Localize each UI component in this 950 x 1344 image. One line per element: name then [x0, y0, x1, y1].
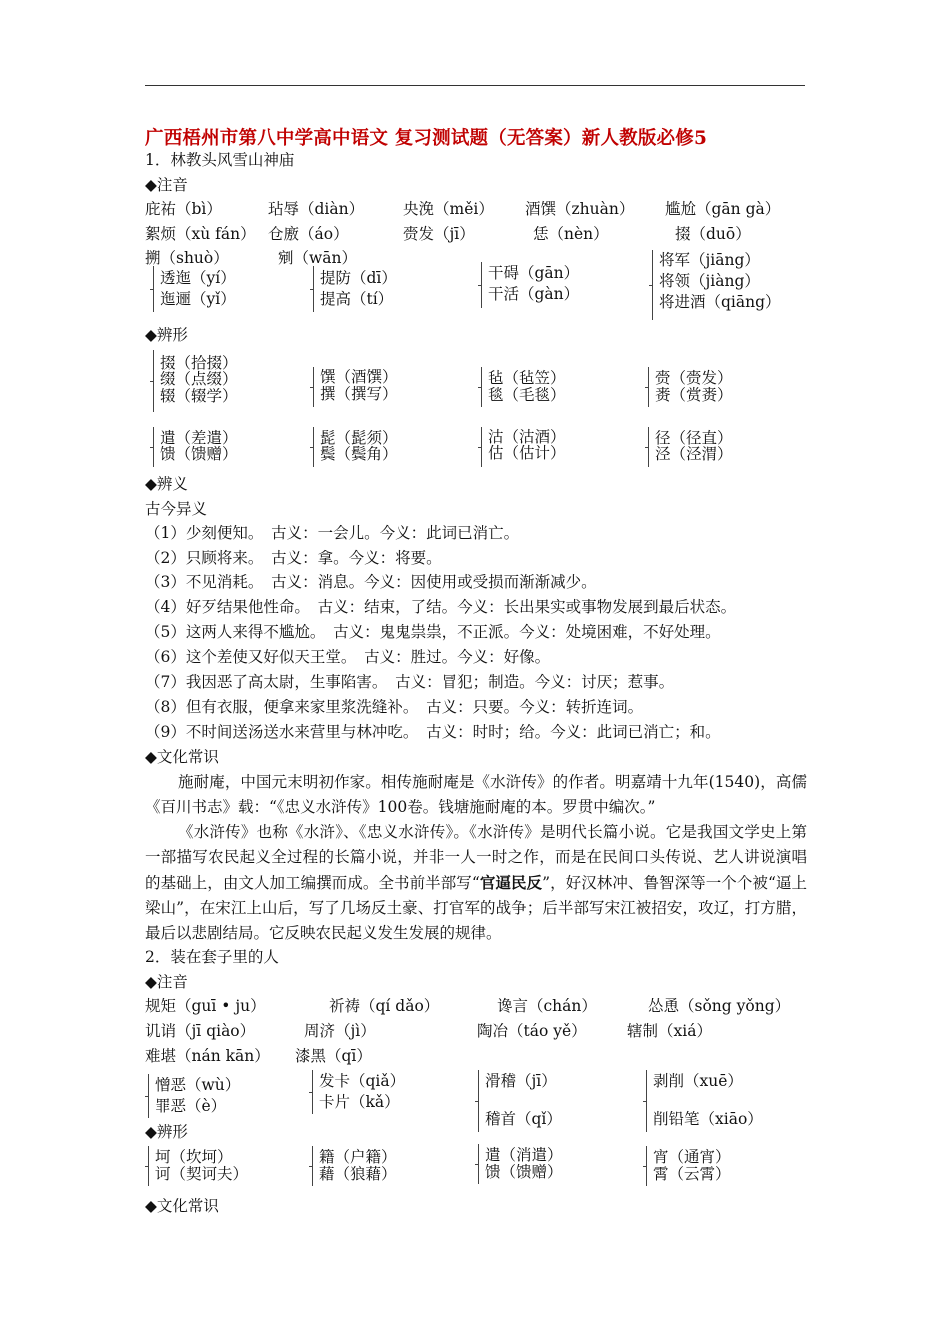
brace [312, 1070, 313, 1114]
brace [313, 266, 314, 312]
s2-bianxing-item: 遣（消遣） [485, 1146, 563, 1164]
section2-wenhua-label: ◆文化常识 [145, 1197, 219, 1215]
s1-bianxing-item: 毯（毛毯） [488, 386, 566, 404]
s2-zhuyin-group-item: 滑稽（jī） [485, 1072, 557, 1090]
section1-wenhua-label: ◆文化常识 [145, 748, 219, 766]
s2-zhuyin-item: 讥诮（jī qiào） [145, 1022, 256, 1040]
s1-bianxing-item: 赉（赏赉） [655, 386, 733, 404]
s2-zhuyin-item: 规矩（guī • ju） [145, 997, 266, 1015]
s2-zhuyin-item: 难堪（nán kān） [145, 1047, 270, 1065]
s1-zhuyin-item: 恁（nèn） [533, 225, 609, 243]
section1-heading: 1．林教头风雪山神庙 [145, 151, 295, 169]
section1-bianyi-label: ◆辨义 [145, 475, 188, 493]
brace [481, 367, 482, 407]
gujin-label: 古今异义 [145, 500, 208, 518]
gujin-item: （7）我因恶了高太尉，生事陷害。 古义：冒犯；制造。今义：讨厌；惹事。 [145, 673, 675, 691]
s2-zhuyin-item: 辖制（xiá） [627, 1022, 712, 1040]
header-rule [145, 85, 805, 86]
brace [652, 250, 653, 320]
s2-zhuyin-item: 漆黑（qī） [295, 1047, 372, 1065]
s2-bianxing-item: 霄（云霄） [653, 1165, 731, 1183]
s2-zhuyin-group-item: 憎恶（wù） [155, 1076, 241, 1094]
section2-bianxing-label: ◆辨形 [145, 1123, 188, 1141]
s1-zhuyin-group-item: 将进酒（qiāng） [659, 293, 781, 311]
s2-zhuyin-group-item: 稽首（qǐ） [485, 1110, 562, 1128]
s1-zhuyin-group-item: 迤逦（yǐ） [160, 290, 236, 308]
gujin-item: （3）不见消耗。 古义：消息。今义：因使用或受损而渐渐减少。 [145, 573, 597, 591]
s1-bianxing-item: 估（估计） [488, 444, 566, 462]
brace [312, 1146, 313, 1186]
brace [153, 427, 154, 467]
gujin-item: （2）只顾将来。 古义：拿。今义：将要。 [145, 549, 442, 567]
gujin-item: （6）这个差使又好似天王堂。 古义：胜过。今义：好像。 [145, 648, 551, 666]
s1-bianxing-item: 馈（馈赠） [160, 445, 238, 463]
s2-bianxing-item: 诃（契诃夫） [155, 1165, 249, 1183]
s2-zhuyin-item: 周济（jì） [304, 1022, 376, 1040]
s1-zhuyin-group-item: 干碍（gān） [488, 264, 580, 282]
brace [481, 262, 482, 308]
s1-zhuyin-item: 酒馔（zhuàn） [525, 200, 635, 218]
brace [478, 1144, 479, 1184]
brace [478, 1070, 479, 1132]
gujin-item: （9）不时间送汤送水来营里与林冲吃。 古义：时时；给。今义：此词已消亡；和。 [145, 723, 721, 741]
s1-zhuyin-item: 玷辱（diàn） [268, 200, 365, 218]
s1-zhuyin-item: 央浼（měi） [403, 200, 494, 218]
brace [648, 427, 649, 467]
s1-zhuyin-group-item: 透迤（yí） [160, 269, 236, 287]
s2-zhuyin-group-item: 剥削（xuē） [653, 1072, 743, 1090]
s2-zhuyin-group-item: 卡片（kǎ） [319, 1093, 400, 1111]
s1-bianxing-item: 径（径直） [655, 429, 733, 447]
s2-zhuyin-item: 陶冶（táo yě） [477, 1022, 587, 1040]
s1-bianxing-item: 缀（点缀） [160, 370, 238, 388]
brace [313, 367, 314, 407]
section1-bianxing-label: ◆辨形 [145, 326, 188, 344]
section2-zhuyin-label: ◆注音 [145, 973, 188, 991]
culture-paragraph: 《水浒传》也称《水浒》、《忠义水浒传》。《水浒传》是明代长篇小说。它是我国文学史上第一部描写农民起义全过程的长篇小说，并非一人一时之作，而是在民间口头传说、艺人讲说演唱的基础上，由文人加工编撰而成。全书前半部写“官逼民反”，好汉林冲、鲁智深等一个个被“逼上梁山”，在宋江上山后，写了几场反土豪、打官军的战争；后半部写宋江被招安，攻辽，打方腊，最后以悲剧结局。它反映农民起义发生发展的规律。 [145, 823, 807, 942]
s1-zhuyin-item: 搠（shuò） [145, 249, 229, 267]
s1-zhuyin-item: 絮烦（xù fán） [145, 225, 256, 243]
s2-bianxing-item: 馈（馈赠） [485, 1163, 563, 1181]
s1-bianxing-item: 撰（撰写） [320, 385, 398, 403]
brace [153, 266, 154, 312]
s2-bianxing-item: 籍（户籍） [319, 1148, 397, 1166]
gujin-item: （1）少刻便知。 古义：一会儿。今义：此词已消亡。 [145, 524, 520, 542]
s1-bianxing-item: 髭（髭须） [320, 429, 398, 447]
gujin-item: （8）但有衣服，便拿来家里浆洗缝补。 古义：只要。今义：转折连词。 [145, 698, 644, 716]
brace [148, 1074, 149, 1118]
s1-zhuyin-group-item: 提防（dī） [320, 269, 397, 287]
s2-zhuyin-item: 祈祷（qí dǎo） [329, 997, 440, 1015]
s1-bianxing-item: 鬓（鬓角） [320, 445, 398, 463]
s1-zhuyin-group-item: 干活（gàn） [488, 285, 580, 303]
document-title: 广西梧州市第八中学高中语文 复习测试题（无答案）新人教版必修5 [145, 128, 708, 149]
s1-bianxing-item: 赍（赍发） [655, 369, 733, 387]
s2-zhuyin-group-item: 发卡（qiǎ） [319, 1072, 406, 1090]
brace [481, 427, 482, 467]
s1-zhuyin-item: 剜（wān） [278, 249, 357, 267]
s2-zhuyin-group-item: 罪恶（è） [155, 1097, 227, 1115]
brace [153, 350, 154, 412]
s1-zhuyin-group-item: 将领（jiàng） [659, 272, 760, 290]
s1-zhuyin-group-item: 提高（tí） [320, 290, 394, 308]
s2-bianxing-item: 坷（坎坷） [155, 1148, 233, 1166]
s1-zhuyin-group-item: 将军（jiāng） [659, 251, 760, 269]
emphasis-text: 官逼民反 [479, 873, 543, 892]
s1-zhuyin-item: 掇（duō） [675, 225, 751, 243]
s2-zhuyin-group-item: 削铅笔（xiāo） [653, 1110, 763, 1128]
brace [313, 427, 314, 467]
s1-bianxing-item: 遣（差遣） [160, 429, 238, 447]
s2-zhuyin-item: 谗言（chán） [497, 997, 597, 1015]
brace [648, 367, 649, 407]
s1-bianxing-item: 辍（辍学） [160, 387, 238, 405]
s2-bianxing-item: 藉（狼藉） [319, 1165, 397, 1183]
brace [148, 1146, 149, 1186]
s1-zhuyin-item: 庇祐（bì） [145, 200, 222, 218]
s1-bianxing-item: 掇（拾掇） [160, 354, 238, 372]
gujin-item: （5）这两人来得不尴尬。 古义：鬼鬼祟祟，不正派。今义：处境困难，不好处理。 [145, 623, 721, 641]
s2-bianxing-item: 宵（通宵） [653, 1148, 731, 1166]
section2-heading: 2．装在套子里的人 [145, 948, 279, 966]
s1-bianxing-item: 泾（泾渭） [655, 445, 733, 463]
s1-bianxing-item: 沽（沽酒） [488, 428, 566, 446]
section1-zhuyin-label: ◆注音 [145, 176, 188, 194]
s1-zhuyin-item: 赍发（jī） [403, 225, 475, 243]
s1-zhuyin-item: 仓廒（áo） [268, 225, 349, 243]
s2-zhuyin-item: 怂恿（sǒng yǒng） [648, 997, 791, 1015]
s1-zhuyin-item: 尴尬（gān gà） [665, 200, 781, 218]
s1-bianxing-item: 馔（酒馔） [320, 368, 398, 386]
culture-paragraph: 施耐庵，中国元末明初作家。相传施耐庵是《水浒传》的作者。明嘉靖十九年(1540)，高儒《百川书志》载：“《忠义水浒传》100卷。钱塘施耐庵的本。罗贯中编次。” [145, 773, 807, 816]
brace [646, 1070, 647, 1132]
brace [646, 1146, 647, 1186]
gujin-item: （4）好歹结果他性命。 古义：结束，了结。今义：长出果实或事物发展到最后状态。 [145, 598, 737, 616]
s1-bianxing-item: 毡（毡笠） [488, 369, 566, 387]
